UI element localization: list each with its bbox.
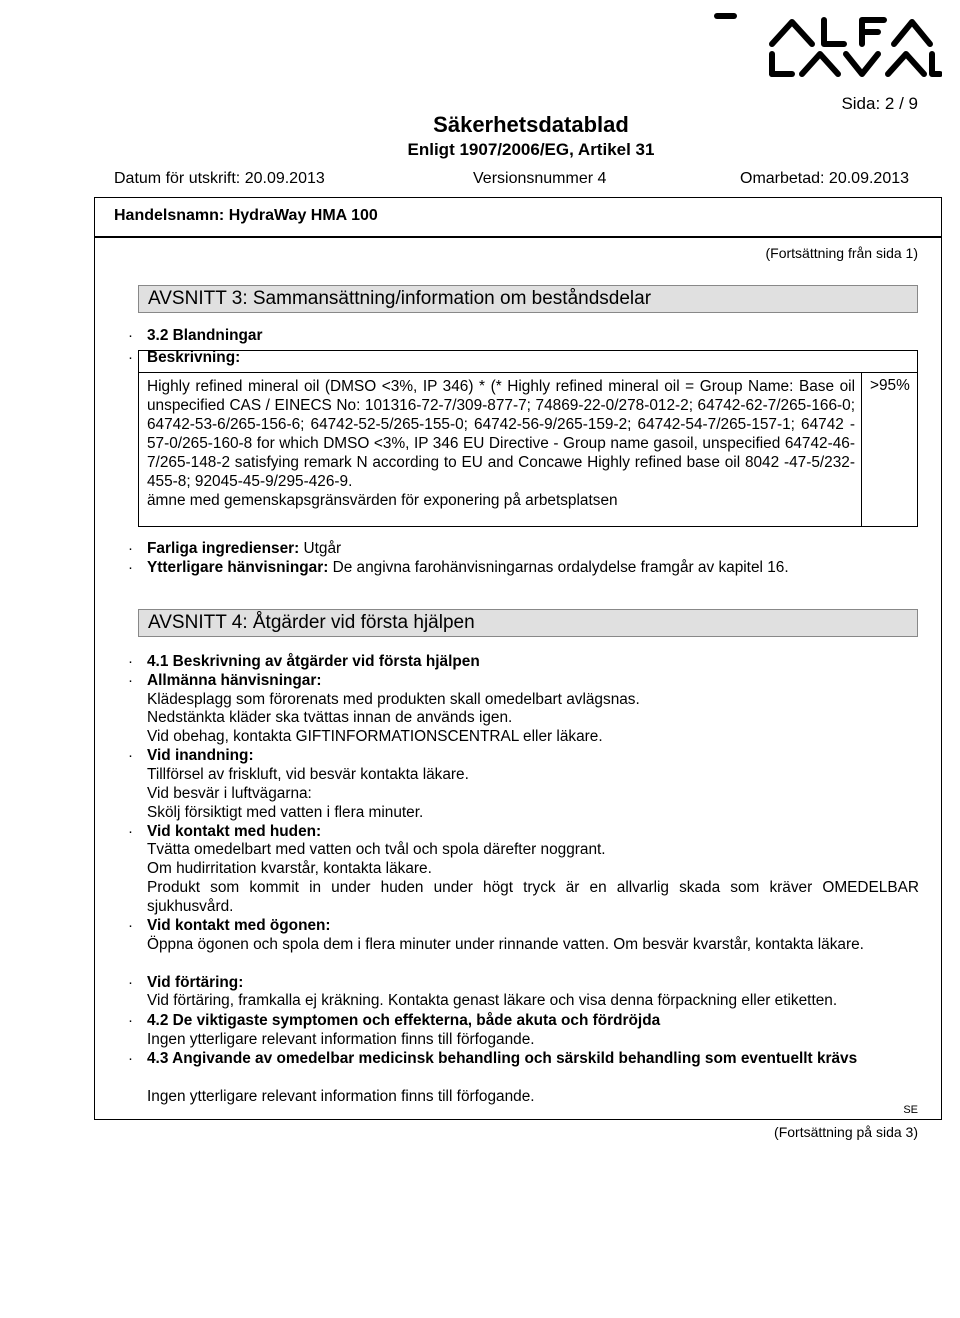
treatment-text: Ingen ytterligare relevant information finns till förfogande. (147, 1088, 535, 1105)
inhalation-line: Vid besvär i luftvägarna: (147, 785, 312, 802)
bullet: · (128, 653, 133, 670)
bullet: · (128, 1012, 133, 1029)
company-logo (712, 4, 942, 89)
bullet: · (128, 1050, 133, 1067)
hazardous-ingredients (147, 539, 341, 558)
print-date: Datum för utskrift: 20.09.2013 (114, 170, 325, 187)
section-3-title: AVSNITT 3: Sammansättning/information om beståndsdelar (148, 288, 652, 309)
bullet: · (128, 327, 133, 344)
continuation-to: (Fortsättning på sida 3) (774, 1124, 918, 1140)
version-number: Versionsnummer 4 (473, 170, 607, 187)
continuation-from: (Fortsättning från sida 1) (765, 245, 918, 261)
component-note: ämne med gemenskapsgränsvärden för exponering på arbetsplatsen (147, 492, 618, 509)
page-number: Sida: 2 / 9 (841, 94, 918, 113)
composition-table (138, 350, 918, 527)
section-3-header (138, 285, 918, 313)
trade-name: Handelsnamn: HydraWay HMA 100 (114, 207, 378, 224)
bullet: · (128, 672, 133, 689)
skin-line: Om hudirritation kvarstår, kontakta läkare. (147, 860, 432, 877)
symptoms-text: Ingen ytterligare relevant information finns till förfogande. (147, 1031, 535, 1048)
bullet: · (128, 747, 133, 764)
inhalation-line: Skölj försiktigt med vatten i flera minuter. (147, 804, 424, 821)
bullet: · (128, 540, 133, 557)
skin-paragraph: Produkt som kommit in under huden under högt tryck är en allvarlig skada som kräver OMEDELBAR sjukhusvård. (147, 879, 919, 915)
eye-paragraph: Öppna ögonen och spola dem i flera minuter under rinnande vatten. Om besvär kvarstår, kontakta läkare. (147, 936, 864, 953)
bullet: · (128, 823, 133, 840)
hazardous-label: Farliga ingredienser: (147, 540, 300, 557)
description-label: Beskrivning: (147, 349, 241, 366)
general-line: Klädesplagg som förorenats med produkten skall omedelbart avlägsnas. (147, 691, 640, 708)
language-code: SE (903, 1104, 918, 1116)
subsection-4-1: 4.1 Beskrivning av åtgärder vid första hjälpen (147, 653, 480, 670)
subsection-3-2: 3.2 Blandningar (147, 327, 263, 344)
bullet: · (128, 559, 133, 576)
document-subtitle: Enligt 1907/2006/EG, Artikel 31 (407, 140, 655, 159)
further-references (147, 558, 789, 577)
further-value: De angivna farohänvisningarnas ordalydelse framgår av kapitel 16. (332, 559, 789, 576)
bullet: · (128, 349, 133, 366)
component-text: Highly refined mineral oil (DMSO <3%, IP 346) * (* Highly refined mineral oil = Group Name: Base oil unspecified CAS / EINECS No: 101316-72-7/309-877-7; 74869-22-0/278-012-2; 64742-62-7/265-166-0; 64742-53-6/265-156-6; 64742-52-5/265-155-0; 64742-56-9/265-159-2; 64742-54-7/265-157-1; 64742 - 57-0/265-160-8 for which DMSO <3%, IP 346 EU Directive - Group name gasoil, unspecified 64742-46-7/265-148-2 satisfying remark N according to EU and Concawe Highly refined base oil 8042 -47-5/232-455-8; 92045-45-9/295-426-9. (147, 378, 855, 490)
component-description (147, 377, 855, 510)
general-label: Allmänna hänvisningar: (147, 672, 322, 689)
composition-table-header (139, 351, 917, 373)
eye-label: Vid kontakt med ögonen: (147, 917, 331, 934)
inhalation-label: Vid inandning: (147, 747, 254, 764)
skin-line: Tvätta omedelbart med vatten och tvål och spola därefter noggrant. (147, 841, 606, 858)
subsection-4-2: 4.2 De viktigaste symptomen och effekterna, både akuta och fördröjda (147, 1012, 661, 1029)
ingestion-label: Vid förtäring: (147, 974, 244, 991)
bullet: · (128, 917, 133, 934)
section-4-header (138, 609, 918, 637)
general-line: Nedstänkta kläder ska tvättas innan de används igen. (147, 709, 513, 726)
section-4-title: AVSNITT 4: Åtgärder vid första hjälpen (148, 612, 475, 633)
general-line: Vid obehag, kontakta GIFTINFORMATIONSCENTRAL eller läkare. (147, 728, 603, 745)
hazardous-value: Utgår (303, 540, 342, 557)
bullet: · (128, 974, 133, 991)
revised-date: Omarbetad: 20.09.2013 (740, 170, 910, 187)
table-divider (861, 372, 862, 526)
inhalation-line: Tillförsel av friskluft, vid besvär kontakta läkare. (147, 766, 469, 783)
document-title: Säkerhetsdatablad (433, 112, 629, 137)
skin-label: Vid kontakt med huden: (147, 823, 322, 840)
subsection-4-3: 4.3 Angivande av omedelbar medicinsk behandling och särskild behandling som eventuellt krävs (147, 1050, 858, 1067)
further-label: Ytterligare hänvisningar: (147, 559, 329, 576)
ingestion-line: Vid förtäring, framkalla ej kräkning. Kontakta genast läkare och visa denna förpackning eller etiketten. (147, 992, 838, 1009)
component-percentage: >95% (870, 377, 910, 394)
